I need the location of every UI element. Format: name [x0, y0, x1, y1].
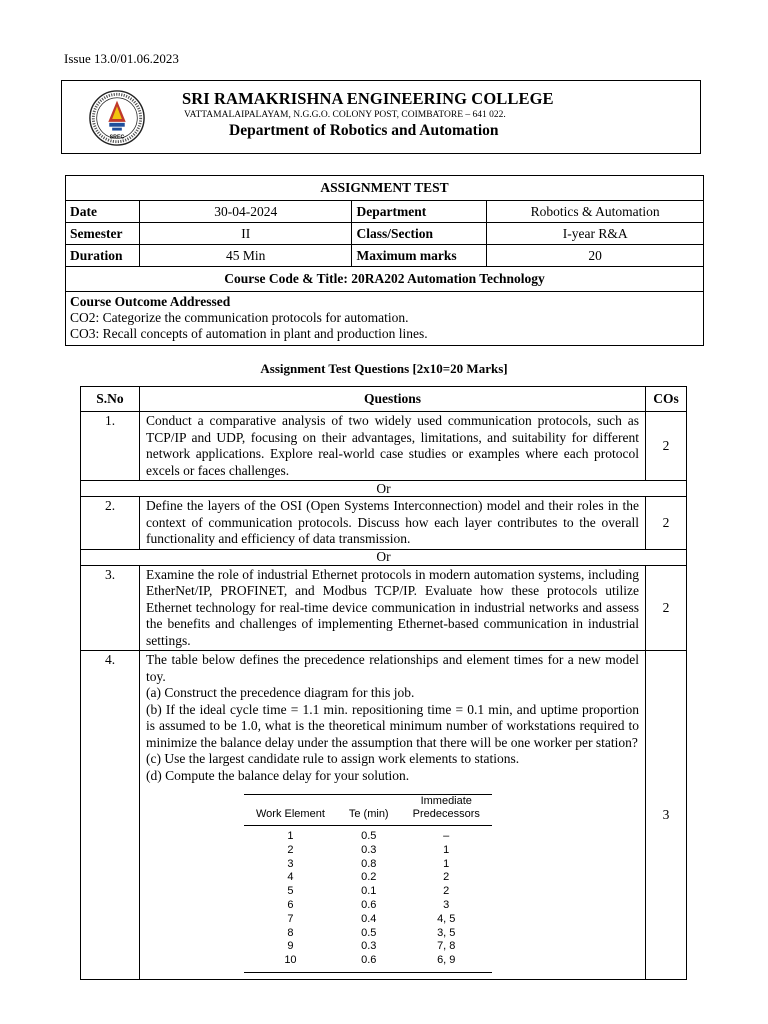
work-cell-te: 0.1 — [361, 885, 377, 898]
work-cell-el: 10 — [284, 954, 297, 967]
work-cell-pred: 1 — [443, 843, 450, 856]
work-cell-pred: 3, 5 — [437, 926, 456, 939]
work-cell-el: 8 — [287, 926, 294, 939]
q4-part-c: (c) Use the largest candidate rule to assign work elements to stations. — [146, 751, 520, 766]
work-cell-pred: 3 — [443, 898, 450, 911]
work-cell-pred: 1 — [443, 857, 450, 870]
course-outcomes — [66, 292, 704, 346]
work-cell-pred: 7, 8 — [437, 940, 456, 953]
questions-header: Questions — [140, 387, 646, 412]
co-heading: Course Outcome Addressed — [70, 294, 231, 309]
q4-part-b: (b) If the ideal cycle time = 1.1 min. repositioning time = 0.1 min, and uptime proportion is assumed to be 1.0, what is the theoretical minimum number of workstations required to minimize the balance delay under the assumption that there will be one worker per station? — [146, 701, 639, 750]
table-row — [81, 651, 687, 980]
duration-value: 45 Min — [139, 245, 352, 267]
work-cell-te: 0.2 — [361, 871, 377, 884]
semester-label: Semester — [66, 223, 140, 245]
table-row — [81, 565, 687, 651]
duration-label: Duration — [66, 245, 140, 267]
table-row — [244, 844, 492, 858]
department-title: Department of Robotics and Automation — [229, 122, 499, 139]
work-cell-el: 7 — [287, 912, 294, 925]
date-label: Date — [66, 201, 140, 223]
q2-text: Define the layers of the OSI (Open Systems Interconnection) model and their roles in the context of communication protocols. Discuss how each layer contributes to the overall functionality and efficiency of data transmission. — [140, 497, 646, 550]
college-header — [61, 80, 701, 154]
work-cell-te: 0.8 — [361, 857, 377, 870]
work-element-table — [244, 794, 492, 973]
logo-text: SREC — [109, 134, 125, 141]
table-row — [244, 826, 492, 844]
work-cell-pred: – — [443, 830, 450, 842]
table-row — [244, 885, 492, 899]
work-cell-te: 0.6 — [361, 898, 377, 911]
work-cell-te: 0.4 — [361, 912, 377, 925]
college-address: VATTAMALAIPALAYAM, N.G.G.O. COLONY POST, COIMBATORE – 641 022. — [184, 110, 506, 120]
table-row — [81, 412, 687, 481]
work-cell-el: 1 — [287, 830, 294, 842]
work-cell-pred: 2 — [443, 885, 450, 898]
assignment-info-table — [65, 175, 704, 346]
q3-text: Examine the role of industrial Ethernet protocols in modern automation systems, including EtherNet/IP, PROFINET, and Modbus TCP/IP. Evaluate how these protocols utilize Ethernet technology for real-time device communication in industrial networks and assess the benefits and challenges of implementing Ethernet-based communication in industrial settings. — [140, 565, 646, 651]
department-value: Robotics & Automation — [487, 201, 704, 223]
table-row — [244, 913, 492, 927]
work-cell-el: 6 — [287, 898, 294, 911]
or-separator: Or — [81, 549, 687, 565]
q4-intro: The table below defines the precedence relationships and element times for a new model toy. — [146, 652, 639, 684]
class-label: Class/Section — [352, 223, 487, 245]
college-name: SRI RAMAKRISHNA ENGINEERING COLLEGE — [182, 89, 554, 108]
co3-text: CO3: Recall concepts of automation in plant and production lines. — [70, 326, 428, 341]
work-cell-te: 0.6 — [361, 954, 377, 967]
table-row — [244, 940, 492, 954]
table-row — [244, 858, 492, 872]
table-row — [244, 927, 492, 941]
college-logo — [88, 89, 146, 147]
course-title: Course Code & Title: 20RA202 Automation Technology — [66, 267, 704, 292]
cos-header: COs — [646, 387, 687, 412]
q4-co: 3 — [646, 651, 687, 980]
work-element-header: Work Element — [256, 808, 325, 820]
or-separator: Or — [81, 481, 687, 497]
table-row — [81, 497, 687, 550]
work-cell-te: 0.5 — [361, 830, 377, 842]
predecessors-header: Immediate Predecessors — [412, 795, 480, 820]
work-cell-el: 3 — [287, 857, 294, 870]
q3-co: 2 — [646, 565, 687, 651]
assignment-title: ASSIGNMENT TEST — [66, 176, 704, 201]
q1-number: 1. — [81, 412, 140, 481]
q3-number: 3. — [81, 565, 140, 651]
work-cell-el: 4 — [287, 871, 294, 884]
q4-part-d: (d) Compute the balance delay for your solution. — [146, 767, 410, 783]
work-cell-te: 0.3 — [361, 940, 377, 953]
department-label: Department — [352, 201, 487, 223]
q1-text: Conduct a comparative analysis of two widely used communication protocols, such as TCP/IP and UDP, focusing on their advantages, limitations, and suitability for different network applications. Explore real-world case studies or examples where each protocol excels or faces challenges. — [140, 412, 646, 481]
work-cell-pred: 6, 9 — [437, 954, 456, 967]
work-cell-te: 0.3 — [361, 843, 377, 856]
q4-content — [140, 651, 646, 980]
marks-value: 20 — [487, 245, 704, 267]
q2-number: 2. — [81, 497, 140, 550]
co2-text: CO2: Categorize the communication protocols for automation. — [70, 310, 409, 325]
q1-co: 2 — [646, 412, 687, 481]
q4-number: 4. — [81, 651, 140, 980]
table-row — [244, 954, 492, 972]
q2-co: 2 — [646, 497, 687, 550]
work-cell-te: 0.5 — [361, 926, 377, 939]
questions-heading: Assignment Test Questions [2x10=20 Marks] — [260, 361, 508, 376]
work-cell-pred: 4, 5 — [437, 912, 456, 925]
semester-value: II — [139, 223, 352, 245]
work-cell-pred: 2 — [443, 871, 450, 884]
table-row — [244, 899, 492, 913]
sno-header: S.No — [81, 387, 140, 412]
te-header: Te (min) — [348, 808, 389, 820]
table-row — [244, 871, 492, 885]
q4-part-a: (a) Construct the precedence diagram for this job. — [146, 685, 415, 700]
date-value: 30-04-2024 — [139, 201, 352, 223]
issue-number: Issue 13.0/01.06.2023 — [64, 51, 179, 66]
work-cell-el: 2 — [287, 843, 294, 856]
work-cell-el: 5 — [287, 885, 294, 898]
class-value: I-year R&A — [487, 223, 704, 245]
marks-label: Maximum marks — [352, 245, 487, 267]
work-cell-el: 9 — [287, 940, 294, 953]
questions-table — [80, 386, 687, 980]
